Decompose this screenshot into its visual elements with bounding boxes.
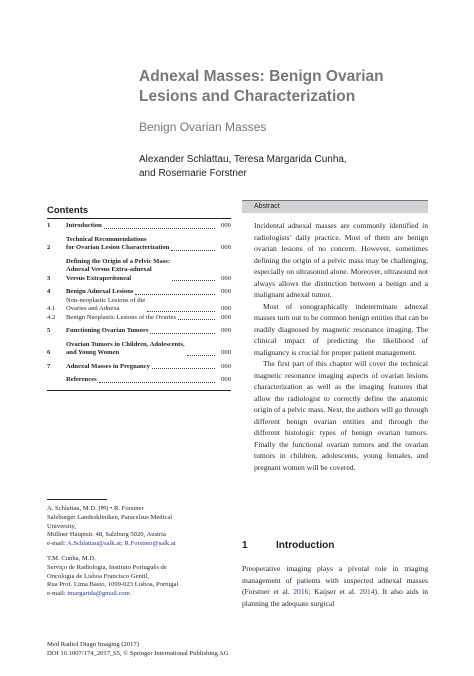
text-run: ; Kaijser et al.: [308, 587, 360, 596]
email-link[interactable]: R.Forstner@salk.at: [124, 540, 176, 548]
affiliation-line: Müllner Hauptstr. 48, Salzburg 5020, Austria: [47, 531, 166, 539]
toc-entry-number: 4.2: [47, 313, 56, 321]
chapter-title-line: Lesions and Characterization: [139, 88, 356, 105]
toc-entry-number: 5: [47, 327, 51, 334]
toc-dot-leader: [152, 368, 215, 369]
email-prefix: e-mail:: [47, 540, 67, 548]
toc-entry-title: Introduction: [66, 222, 102, 229]
affiliation-line: Rua Prof. Lima Basto, 1099-023 Lisboa, Portugal: [47, 581, 179, 589]
doi-line: DOI 10.1007/174_2017_65, © Springer International Publishing AG: [47, 649, 229, 657]
affiliation-line: Salzburger Landeskliniken, Paracelsus Medical: [47, 513, 173, 521]
toc-entry[interactable]: [47, 222, 231, 231]
toc-entry[interactable]: [47, 314, 231, 323]
toc-dot-leader: [147, 311, 215, 312]
toc-entry-page: 000: [221, 274, 231, 282]
toc-entry[interactable]: [47, 258, 231, 284]
toc-dot-leader: [172, 280, 215, 281]
chapter-title: [139, 67, 439, 107]
abstract-paragraph: Incidental adnexal masses are commonly identified in radiologists’ daily practice. Most of them are benign ovarian lesions of no concern. However, sometimes defining the origin of a pelvic mass may be challenging, especially on ultrasound alone. Moreover, ultrasound not always allows the distinction between a benign and a malignant adnexal tumor.: [254, 221, 428, 299]
toc-entry-number: 4: [47, 288, 51, 295]
affiliation-line: T.M. Cunha, M.D.: [47, 554, 96, 562]
affiliation-line: Serviço de Radiologia, Instituto Português de: [47, 563, 167, 571]
body-paragraph: [242, 563, 428, 609]
author-line: and Rosemarie Forstner: [139, 168, 247, 179]
toc-entry-title: Ovaries and Adnexa: [66, 305, 120, 312]
toc-entry[interactable]: [47, 288, 231, 297]
toc-entry-number: 4.1: [47, 305, 56, 312]
text-run: ). It also aids in planning the adequate surgical: [242, 587, 428, 608]
chapter-title-line: Adnexal Masses: Benign Ovarian: [139, 68, 384, 85]
toc-entry[interactable]: [47, 297, 231, 314]
toc-entry-number: 2: [47, 244, 51, 251]
abstract-paragraph: The first part of this chapter will cover the technical magnetic resonance imaging aspects of ovarian lesions characterization as well as the imaging features that allow the radiologist to correctly define the anatomic origin of a pelvic mass. Next, the authors will go through different benign ovarian entities and through the different histologic types of benign ovarian tumors. Finally the functional ovarian tumors and the ovarian tumors in children, adolescents, young females, and pregnant women will be covered.: [254, 359, 428, 472]
toc-entry-title: References: [66, 376, 97, 383]
abstract-label: Abstract: [254, 203, 280, 210]
toc-entry-page: 000: [221, 222, 231, 229]
section-heading: [242, 540, 428, 551]
email-link[interactable]: A.Schlattau@salk.at: [66, 540, 122, 548]
toc-entry-title: Functioning Ovarian Tumors: [66, 327, 149, 334]
publication-footer: [47, 641, 287, 659]
toc-entry-page: 000: [221, 244, 231, 251]
introduction-text: [242, 563, 428, 609]
author-list: [139, 153, 439, 181]
toc-entry-title: Adnexal Masses in Pregnancy: [66, 362, 150, 370]
toc-entry-title: Non-neoplastic Lesions of the: [66, 296, 146, 304]
toc-entry-title: Adnexal Versus Extra-adnexal: [66, 266, 152, 273]
toc-entry-page: 000: [221, 313, 231, 321]
toc-entry-page: 000: [221, 362, 231, 370]
email-separator: ;: [121, 540, 125, 548]
toc-entry-number: 3: [47, 274, 51, 282]
toc-entry-page: 000: [221, 349, 231, 356]
toc-entry[interactable]: [47, 236, 231, 253]
citation-link[interactable]: 2014: [359, 587, 375, 596]
toc-entry-page: 000: [221, 327, 231, 334]
toc-entry-title: Benign Neoplastic Lesions of the Ovaries: [66, 313, 177, 321]
affiliation-email-line: [47, 540, 237, 549]
abstract-text: [254, 220, 428, 473]
email-link[interactable]: tmargarida@gmail.com: [67, 590, 130, 598]
affiliation-line: University,: [47, 522, 77, 530]
toc-dot-leader: [187, 355, 215, 356]
toc-dot-leader: [135, 294, 215, 295]
contents-heading: Contents: [47, 205, 89, 216]
citation-link[interactable]: 2016: [293, 587, 309, 596]
toc-entry-title: for Ovarian Lesion Characterization: [66, 244, 170, 251]
affiliation-email-line: [47, 590, 237, 599]
toc-entry-page: 000: [221, 305, 231, 312]
toc-entry-title: Versus Extraperitoneal: [66, 274, 132, 282]
toc-entry-number: 6: [47, 349, 51, 356]
section-title: Introduction: [276, 540, 335, 551]
chapter-subtitle: Benign Ovarian Masses: [139, 120, 267, 134]
toc-entry-number: 7: [47, 362, 51, 370]
author-affiliations: [47, 505, 237, 599]
toc-entry[interactable]: [47, 327, 231, 336]
toc-dot-leader: [178, 319, 215, 320]
toc-dot-leader: [171, 250, 215, 251]
abstract-label-bar: [242, 200, 428, 213]
table-of-contents: [47, 218, 231, 391]
toc-dot-leader: [99, 382, 215, 383]
journal-line: Med Radiol Diagn Imaging (2017): [47, 641, 139, 648]
affiliation-line: Oncologia de Lisboa Francisco Gentil,: [47, 572, 149, 580]
toc-entry[interactable]: [47, 376, 231, 385]
toc-dot-leader: [104, 228, 215, 229]
text-run: Preoperative imaging plays a pivotal role in triaging management of patients with suspected adnexal masses (Forstner et al.: [242, 564, 428, 596]
toc-entry-title: Technical Recommendations: [66, 235, 147, 243]
footnote-divider: [47, 499, 107, 500]
toc-entry[interactable]: [47, 341, 231, 358]
toc-entry-number: 1: [47, 222, 51, 229]
author-line: Alexander Schlattau, Teresa Margarida Cunha,: [139, 154, 347, 165]
toc-entry-title: Defining the Origin of a Pelvic Mass:: [66, 257, 171, 265]
toc-entry-page: 000: [221, 376, 231, 383]
abstract-paragraph: Most of sonographically indeterminate adnexal masses turn out to be common benign entities that can be readily diagnosed by magnetic resonance imaging. The clinical impact of predicting the likelihood of malignancy is crucial for proper patient management.: [254, 301, 428, 357]
email-prefix: e-mail:: [47, 590, 68, 598]
section-number: 1: [242, 540, 248, 551]
toc-entry-title: Benign Adnexal Lesions: [66, 288, 134, 295]
toc-entry[interactable]: [47, 363, 231, 372]
toc-entry-page: 000: [221, 288, 231, 295]
toc-entry-title: and Young Women: [66, 349, 120, 356]
affiliation-line: A. Schlattau, M.D. (✉) • R. Forstner: [47, 505, 144, 512]
toc-dot-leader: [150, 333, 215, 334]
toc-entry-title: Ovarian Tumors in Children, Adolescents,: [66, 340, 185, 348]
